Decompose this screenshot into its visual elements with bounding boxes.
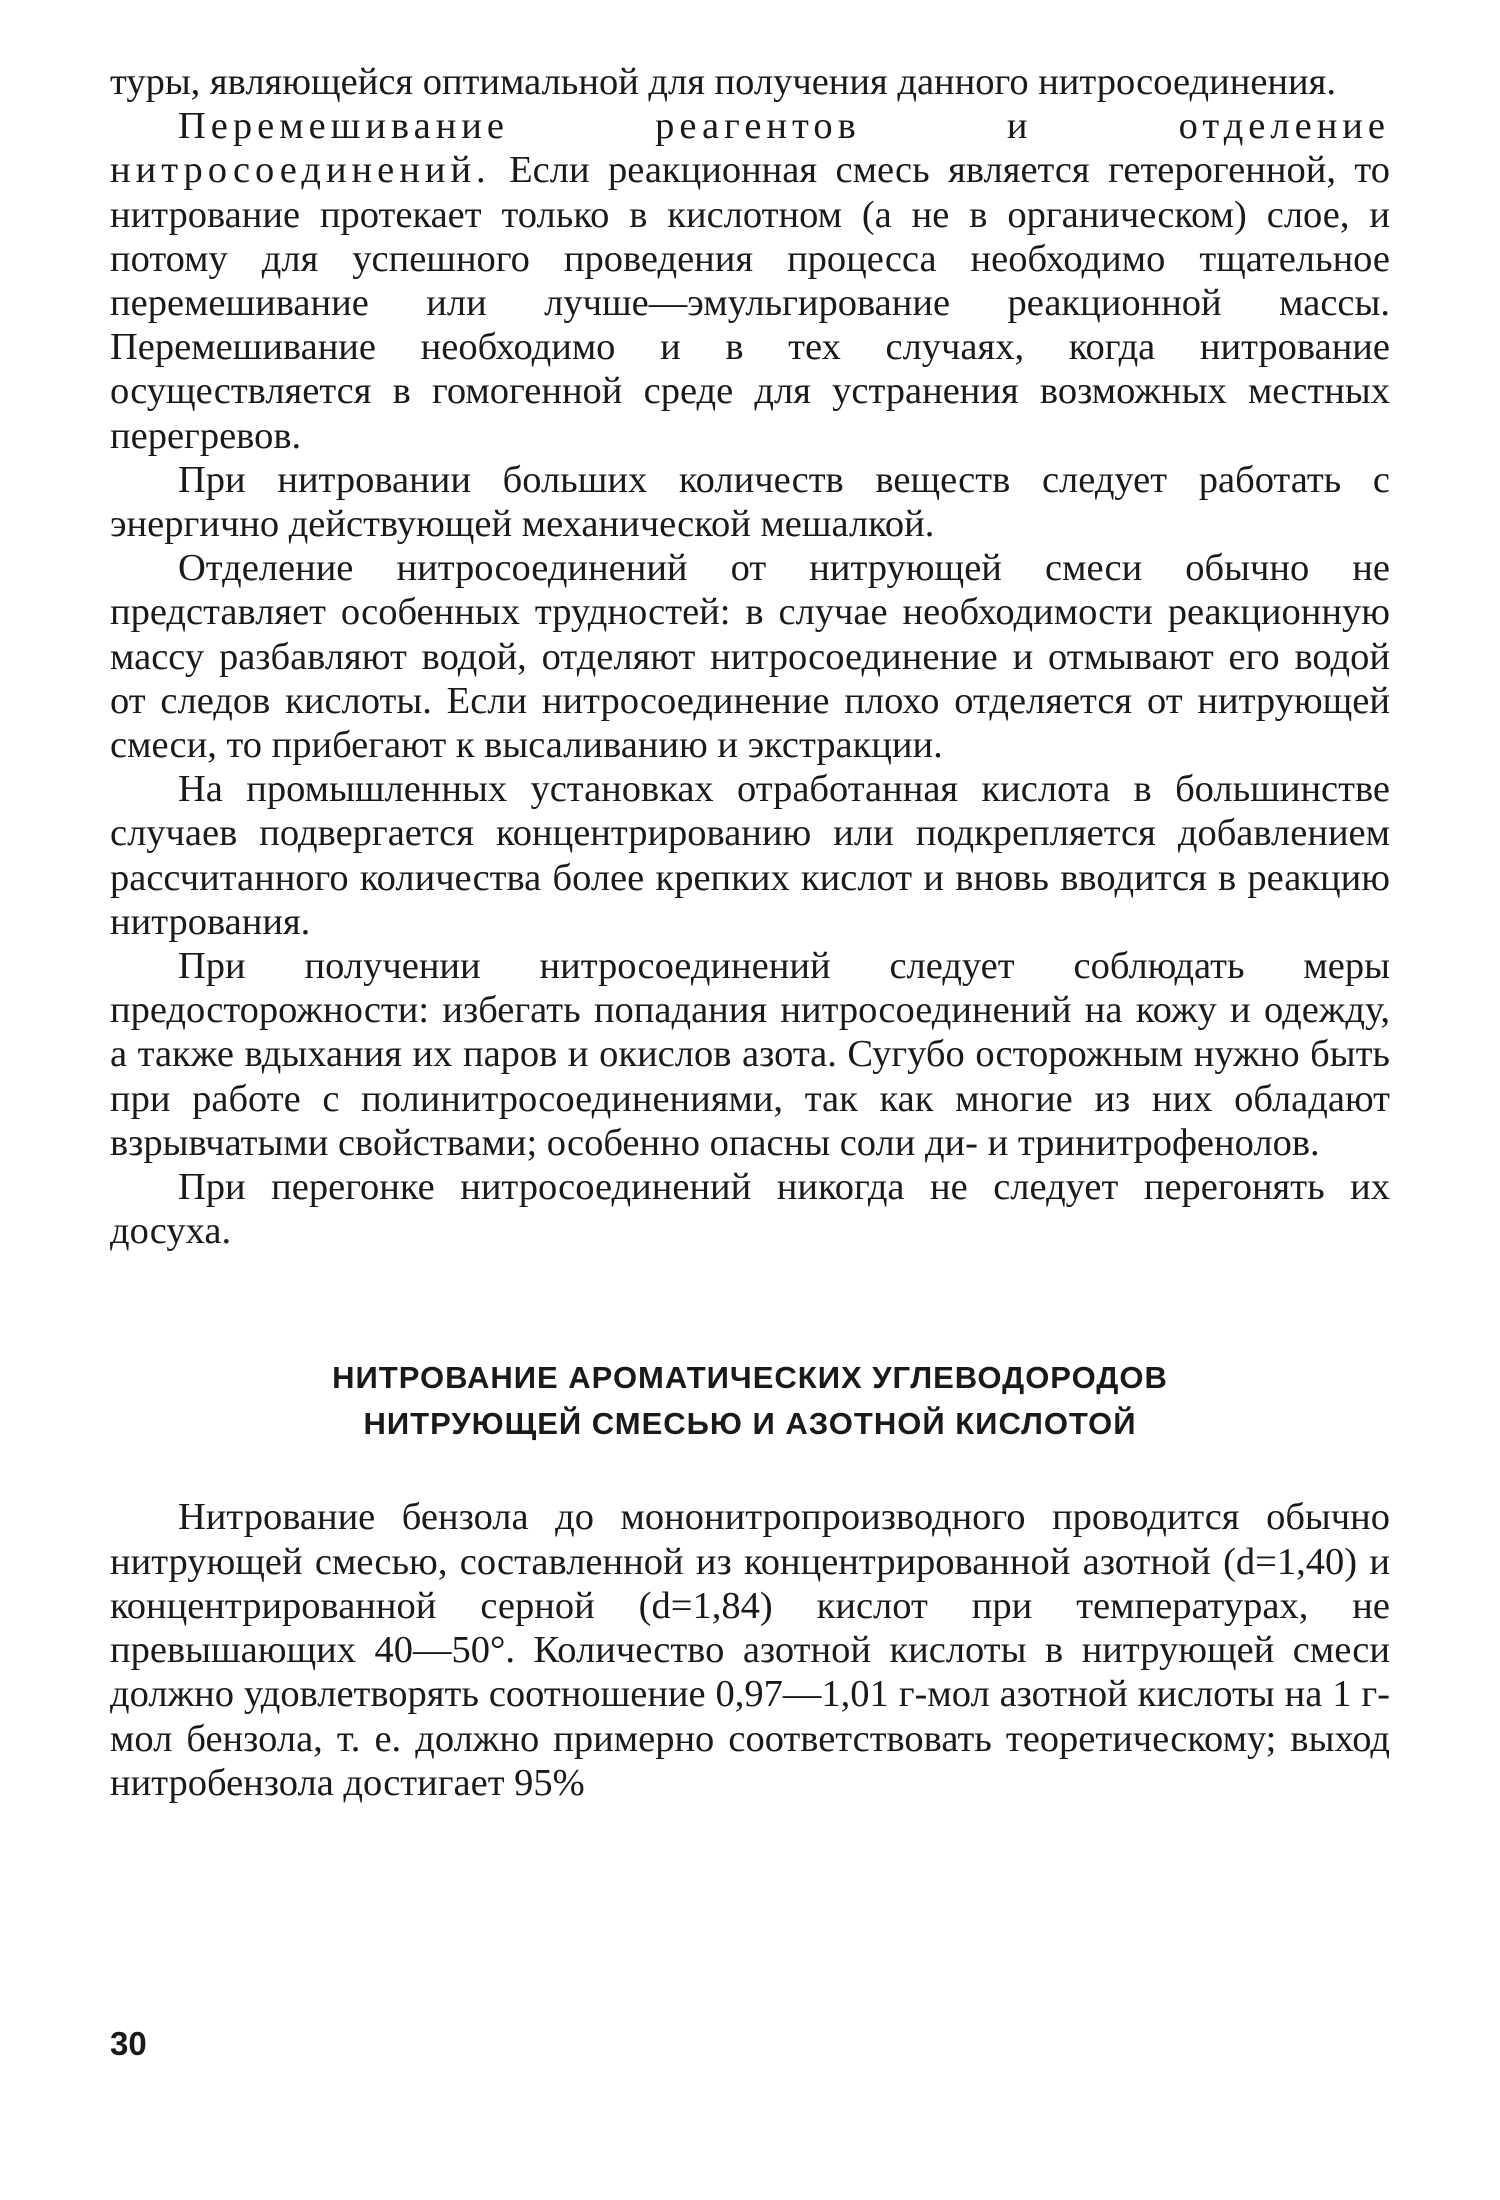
paragraph-1-text: туры, являющейся оптимальной для получения данного нитросоединения.	[110, 61, 1336, 103]
paragraph-2-text: Если реакционная смесь является гетерогенной, то нитрование протекает только в кислотном (а не в органическом) слое, и потому для успешного проведения процесса необходимо тщательное перемешивание или лучше—эмульгирование реакционной массы. Перемешивание необходимо и в тех случаях, когда нитрование осуществляется в гомогенной среде для устранения возможных местных перегревов.	[110, 149, 1390, 457]
paragraph-7-text: При перегонке нитросоединений никогда не следует перегонять их досуха.	[110, 1166, 1390, 1253]
paragraph-4-text: Отделение нитросоединений от нитрующей смеси обычно не представляет особенных трудностей: в случае необходимости реакционную массу разбавляют водой, отделяют нитросоединение и отмывают его водой от следов кислоты. Если нитросоединение плохо отделяется от нитрующей смеси, то прибегают к высаливанию и экстракции.	[110, 547, 1390, 767]
paragraph-3-text: При нитровании больших количеств веществ следует работать с энергично действующей механической мешалкой.	[110, 458, 1390, 546]
paragraph-2	[110, 104, 1390, 458]
paragraph-3	[110, 458, 1390, 546]
paragraph-1	[110, 60, 1390, 104]
section-heading-line-2: НИТРУЮЩЕЙ СМЕСЬЮ И АЗОТНОЙ КИСЛОТОЙ	[363, 1406, 1137, 1442]
paragraph-6	[110, 944, 1390, 1165]
paragraph-5	[110, 767, 1390, 944]
section-heading-line-1: НИТРОВАНИЕ АРОМАТИЧЕСКИХ УГЛЕВОДОРОДОВ	[332, 1360, 1168, 1396]
paragraph-2-lead: Перемешивание реагентов и отделение нитросоединений.	[110, 105, 1390, 192]
section-heading	[110, 1355, 1390, 1447]
paragraph-6-text: При получении нитросоединений следует соблюдать меры предосторожности: избегать попадания нитросоединений на кожу и одежду, а также вдыхания их паров и окислов азота. Сугубо осторожным нужно быть при работе с полинитросоединениями, так как многие из них обладают взрывчатыми свойствами; особенно опасны соли ди- и тринитрофенолов.	[110, 945, 1390, 1164]
paragraph-8-text: Нитрование бензола до мононитропроизводного проводится обычно нитрующей смесью, составленной из концентрированной азотной (d=1,40) и концентрированной серной (d=1,84) кислот при температурах, не превышающих 40—50°. Количество азотной кислоты в нитрующей смеси должно удовлетворять соотношение 0,97—1,01 г-мол азотной кислоты на 1 г-мол бензола, т. е. должно примерно соответствовать теоретическому; выход нитробензола достигает 95%	[110, 1496, 1390, 1804]
paragraph-8	[110, 1495, 1390, 1804]
page-number: 30	[110, 2025, 147, 2062]
paragraph-4	[110, 546, 1390, 767]
page-body	[110, 60, 1390, 1805]
paragraph-7	[110, 1165, 1390, 1253]
paragraph-5-text: На промышленных установках отработанная кислота в большинстве случаев подвергается концентрированию или подкрепляется добавлением рассчитанного количества более крепких кислот и вновь вводится в реакцию нитрования.	[110, 768, 1390, 943]
